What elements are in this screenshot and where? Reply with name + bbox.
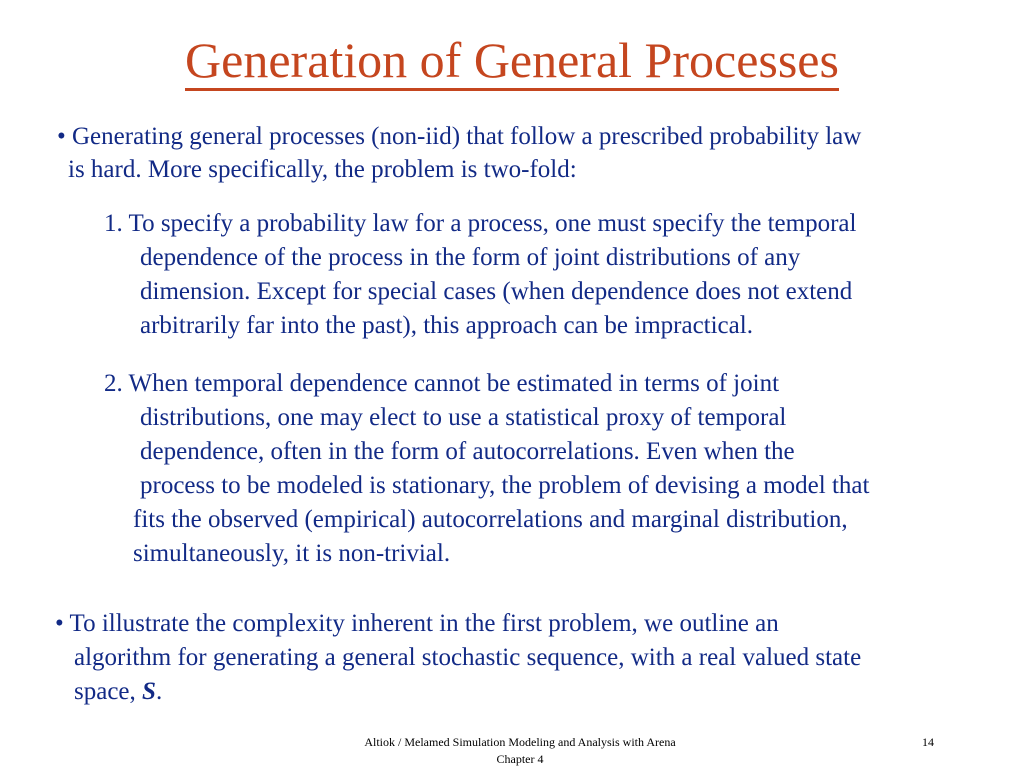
item2-line3: dependence, often in the form of autocorrelations. Even when the <box>140 438 795 465</box>
state-space-variable: S <box>142 678 156 705</box>
bullet2-line2: algorithm for generating a general stochastic sequence, with a real valued state <box>74 644 862 671</box>
item2-line4: process to be modeled is stationary, the problem of devising a model that <box>140 472 870 499</box>
item2-line6: simultaneously, it is non-trivial. <box>133 540 451 567</box>
bullet2-line1: • To illustrate the complexity inherent in the first problem, we outline an <box>55 610 779 637</box>
item2-line5: fits the observed (empirical) autocorrelations and marginal distribution, <box>133 506 848 533</box>
bullet1-line1: • Generating general processes (non-iid) that follow a prescribed probability law <box>57 123 862 150</box>
page-number: 14 <box>922 735 934 749</box>
item1-line3: dimension. Except for special cases (when dependence does not extend <box>140 278 853 305</box>
item1-line4: arbitrarily far into the past), this approach can be impractical. <box>140 312 753 339</box>
bullet2-line3 <box>74 677 162 707</box>
item2-line1: 2. When temporal dependence cannot be estimated in terms of joint <box>104 370 780 397</box>
slide-title-text: Generation of General Processes <box>185 32 839 91</box>
item1-line2: dependence of the process in the form of joint distributions of any <box>140 244 801 271</box>
item1-line1: 1. To specify a probability law for a process, one must specify the temporal <box>104 210 857 237</box>
footer <box>250 734 790 768</box>
footer-line1: Altiok / Melamed Simulation Modeling and Analysis with Arena <box>364 735 676 749</box>
bullet1-line2: is hard. More specifically, the problem is two-fold: <box>68 156 577 183</box>
bullet2-line3-prefix: space, <box>74 678 143 705</box>
item2-line2: distributions, one may elect to use a statistical proxy of temporal <box>140 404 787 431</box>
slide-title <box>0 30 1024 91</box>
footer-line2: Chapter 4 <box>496 752 544 766</box>
bullet2-line3-suffix: . <box>155 678 163 705</box>
